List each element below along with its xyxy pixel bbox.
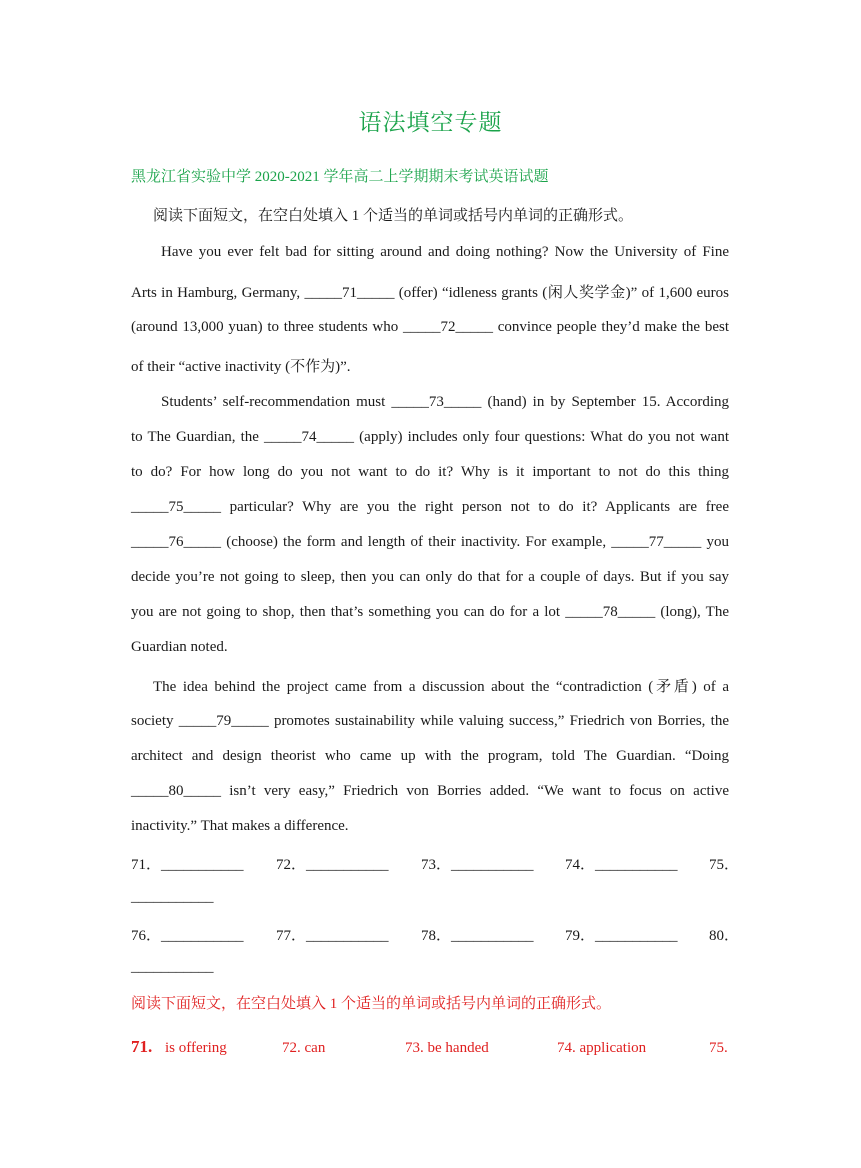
answer-blank[interactable]: 72．___________ — [276, 857, 389, 873]
text-line: of their “active inactivity (不作为)”. — [131, 359, 351, 375]
answer-blank[interactable]: 75． — [709, 857, 740, 873]
text-line: (around 13,000 yuan) to three students who _____72_____ convince people they’d make the best — [131, 319, 729, 335]
text-line: Have you ever felt bad for sitting around and doing nothing? Now the University of Fine — [161, 244, 729, 260]
text-line: you are not going to shop, then that’s something you can do for a lot _____78_____ (long), The — [131, 604, 729, 620]
answer-blank[interactable]: 73．___________ — [421, 857, 534, 873]
answer-blank[interactable]: 77．___________ — [276, 928, 389, 944]
answer-blank[interactable]: ___________ — [131, 959, 214, 975]
instruction: 阅读下面短文，在空白处填入 1 个适当的单词或括号内单词的正确形式。 — [153, 208, 634, 224]
text-line: The idea behind the project came from a discussion about the “contradiction (矛盾) of a — [153, 679, 729, 695]
answer-key-heading: 阅读下面短文，在空白处填入 1 个适当的单词或括号内单词的正确形式。 — [131, 996, 612, 1012]
text-line: Arts in Hamburg, Germany, _____71_____ (offer) “idleness grants (闲人奖学金)” of 1,600 euros — [131, 285, 729, 301]
text-line: to The Guardian, the _____74_____ (apply) includes only four questions: What do you not want — [131, 429, 729, 445]
text-line: Guardian noted. — [131, 639, 228, 655]
text-line: _____80_____ isn’t very easy,” Friedrich von Borries added. “We want to focus on active — [131, 783, 729, 799]
answer-key-item: is offering — [165, 1040, 227, 1056]
text-line: Students’ self-recommendation must _____73_____ (hand) in by September 15. According — [161, 394, 729, 410]
answer-key-item: 72. can — [282, 1040, 326, 1056]
text-line: society _____79_____ promotes sustainability while valuing success,” Friedrich von Borries, the — [131, 713, 729, 729]
answer-blank[interactable]: 76．___________ — [131, 928, 244, 944]
answer-blank[interactable]: 80． — [709, 928, 740, 944]
answer-key-item: 73. be handed — [405, 1040, 489, 1056]
text-line: _____76_____ (choose) the form and length of their inactivity. For example, _____77_____ you — [131, 534, 729, 550]
text-line: decide you’re not going to sleep, then you can only do that for a couple of days. But if you say — [131, 569, 729, 585]
text-line: to do? For how long do you not want to do it? Why is it important to not do this thing — [131, 464, 729, 480]
page-title: 语法填空专题 — [358, 110, 503, 135]
answer-key-item: 75. — [709, 1040, 728, 1056]
answer-blank[interactable]: 74．___________ — [565, 857, 678, 873]
text-line: inactivity.” That makes a difference. — [131, 818, 349, 834]
answer-key-number: 71. — [131, 1037, 153, 1056]
exam-source: 黑龙江省实验中学 2020-2021 学年高二上学期期末考试英语试题 — [131, 169, 549, 185]
text-line: architect and design theorist who came up with the program, told The Guardian. “Doing — [131, 748, 729, 764]
answer-blank[interactable]: 71．___________ — [131, 857, 244, 873]
answer-blank[interactable]: ___________ — [131, 889, 214, 905]
answer-key-item: 74. application — [557, 1040, 647, 1056]
answer-blank[interactable]: 79．___________ — [565, 928, 678, 944]
answer-blank[interactable]: 78．___________ — [421, 928, 534, 944]
text-line: _____75_____ particular? Why are you the right person not to do it? Applicants are free — [131, 499, 729, 515]
